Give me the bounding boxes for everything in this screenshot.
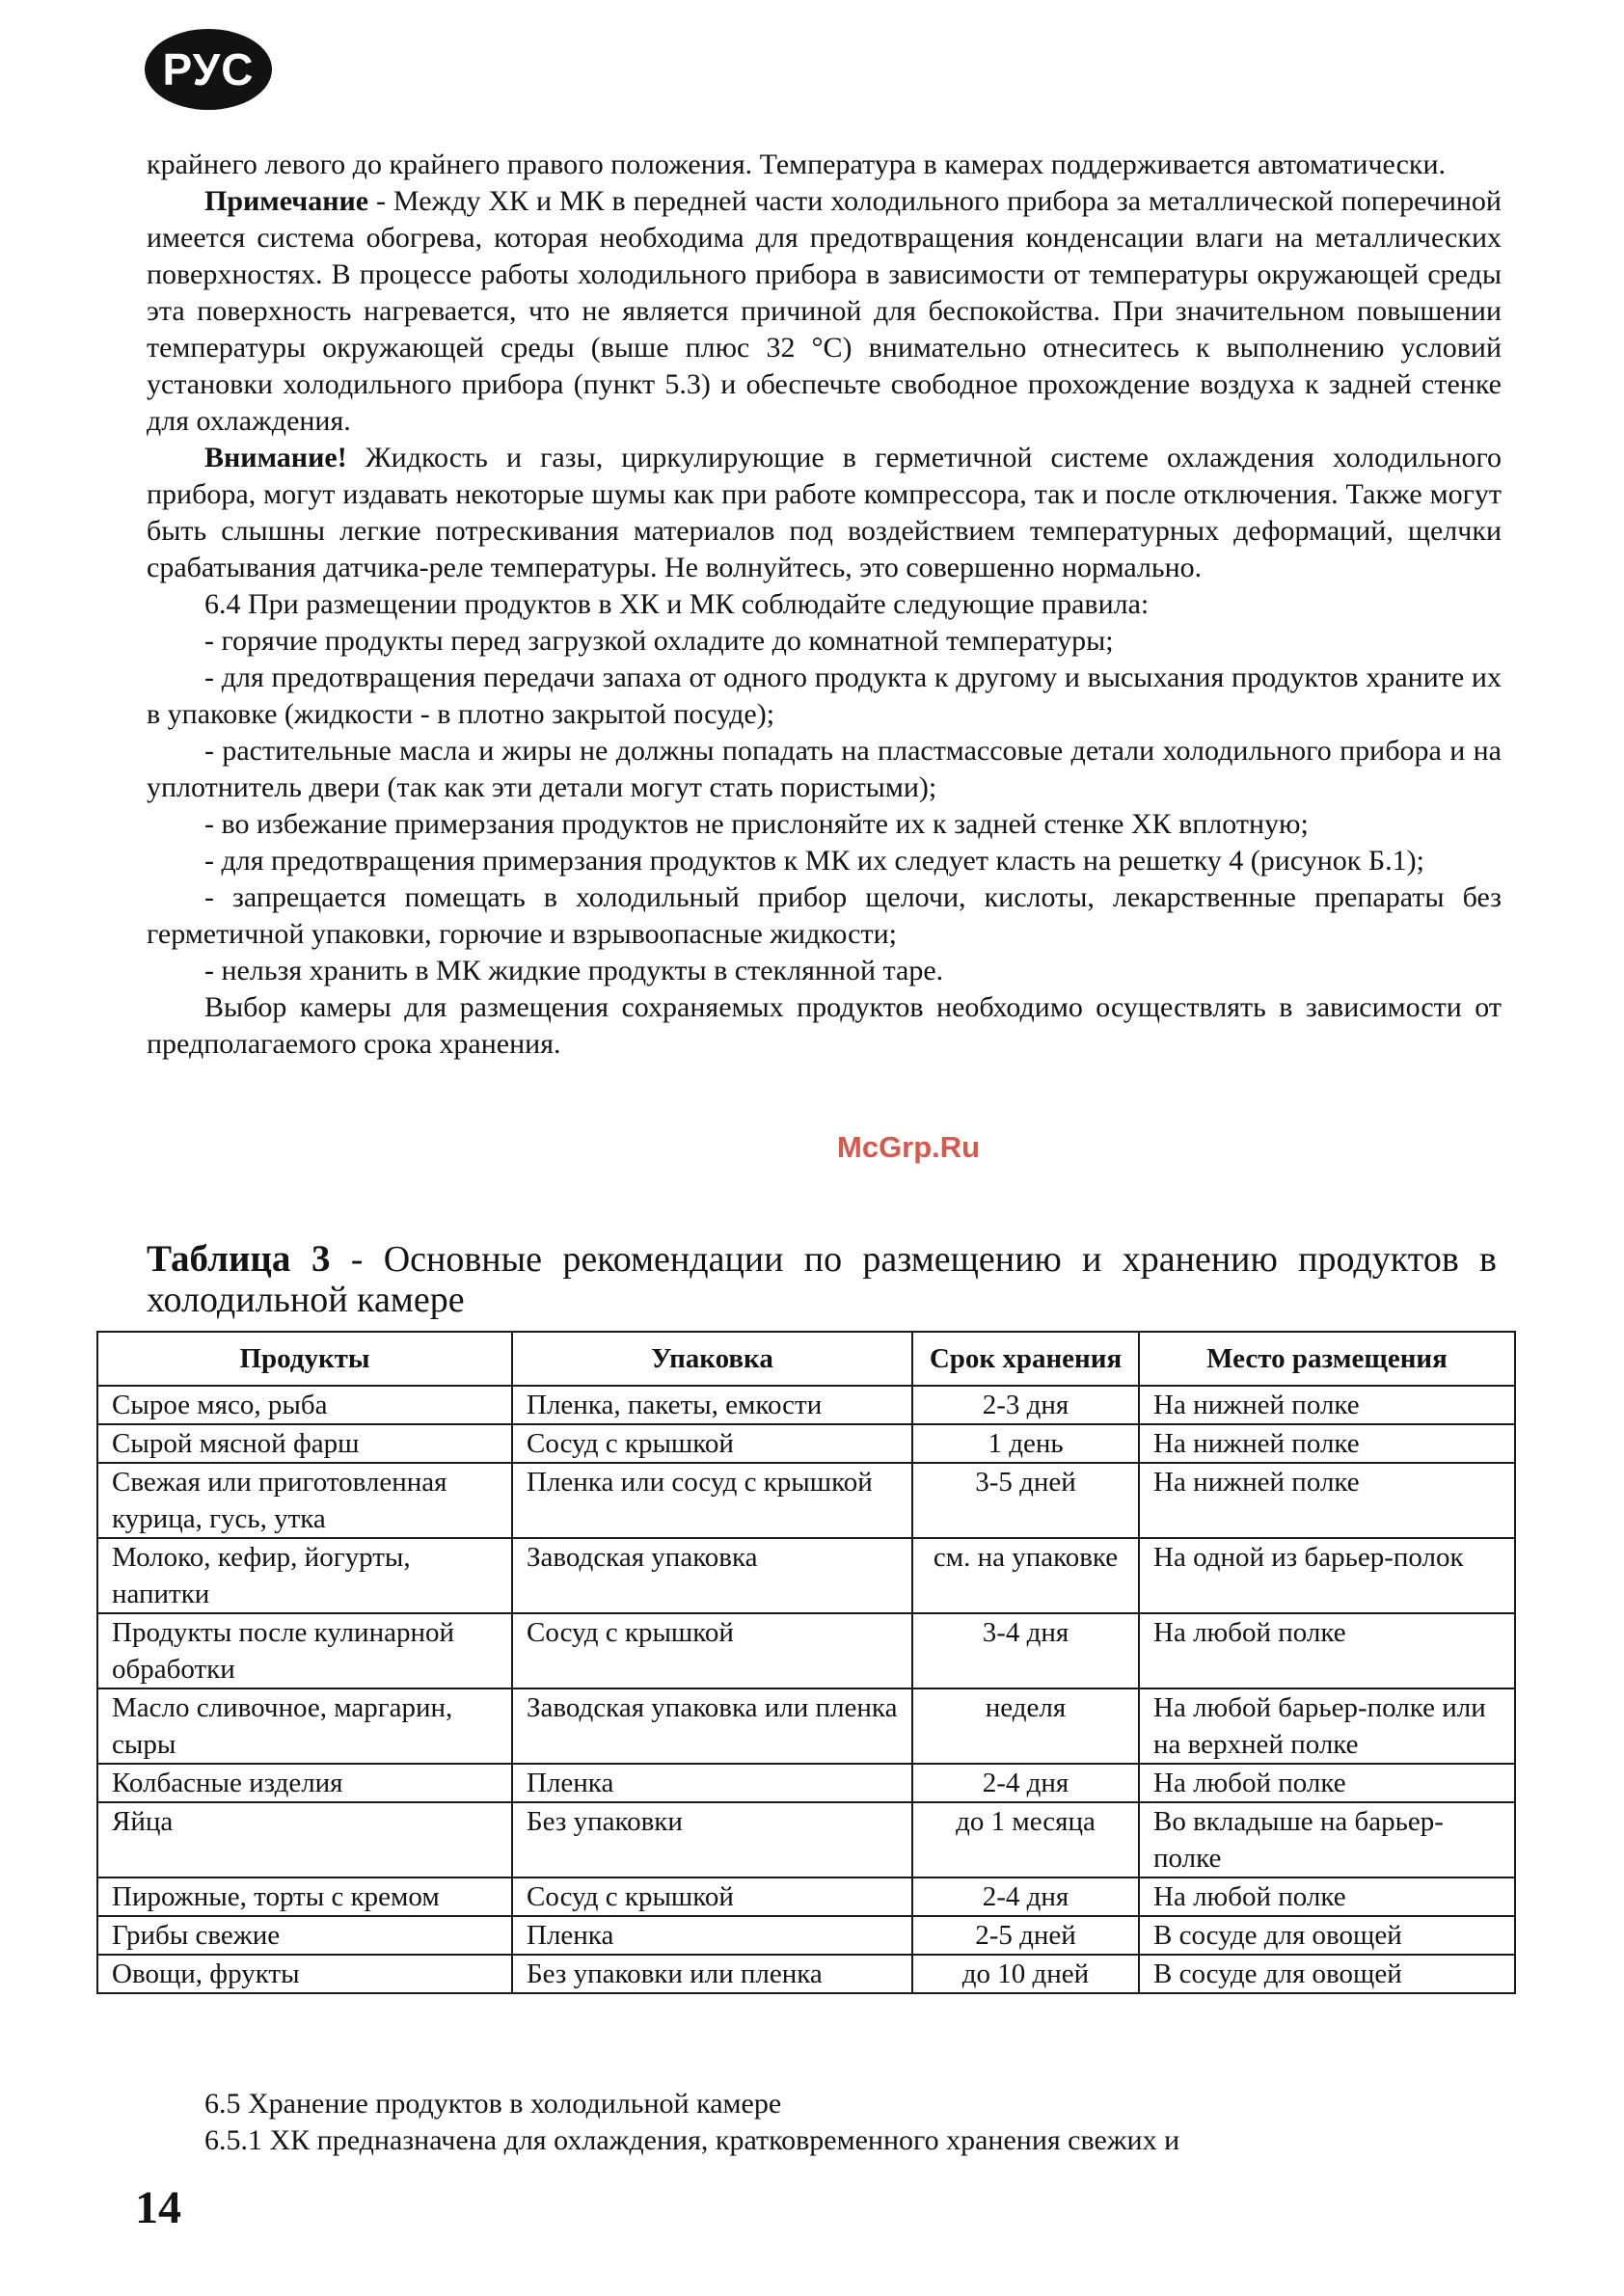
cell-packaging: Пленка, пакеты, емкости — [512, 1386, 912, 1424]
cell-product: Продукты после кулинарной обработки — [97, 1613, 512, 1688]
storage-recommendations-table — [96, 1331, 1516, 1994]
cell-placement: На любой барьер-полке или на верхней полке — [1139, 1688, 1515, 1764]
table-header-row — [97, 1332, 1515, 1386]
rule-item: - нельзя хранить в МК жидкие продукты в стеклянной таре. — [204, 955, 944, 986]
cell-term: до 1 месяца — [912, 1802, 1139, 1877]
cell-packaging: Сосуд с крышкой — [512, 1877, 912, 1916]
cell-packaging: Пленка — [512, 1916, 912, 1955]
cell-term: 2-5 дней — [912, 1916, 1139, 1955]
cell-product: Сырой мясной фарш — [97, 1424, 512, 1463]
cell-placement: На любой полке — [1139, 1764, 1515, 1802]
table-row — [97, 1463, 1515, 1538]
cell-placement: На нижней полке — [1139, 1386, 1515, 1424]
cell-product: Сырое мясо, рыба — [97, 1386, 512, 1424]
table-title — [147, 1239, 1497, 1320]
cell-product: Пирожные, торты с кремом — [97, 1877, 512, 1916]
cell-term: 2-4 дня — [912, 1764, 1139, 1802]
cell-placement: В сосуде для овощей — [1139, 1955, 1515, 1993]
cell-term: см. на упаковке — [912, 1538, 1139, 1613]
cell-placement: На любой полке — [1139, 1877, 1515, 1916]
cell-placement: Во вкладыше на барьер-полке — [1139, 1802, 1515, 1877]
cell-placement: На одной из барьер-полок — [1139, 1538, 1515, 1613]
cell-term: до 10 дней — [912, 1955, 1139, 1993]
cell-term: 3-4 дня — [912, 1613, 1139, 1688]
cell-product: Грибы свежие — [97, 1916, 512, 1955]
cell-product: Масло сливочное, маргарин, сыры — [97, 1688, 512, 1764]
table-row — [97, 1613, 1515, 1688]
cell-product: Овощи, фрукты — [97, 1955, 512, 1993]
section-6-4-heading: 6.4 При размещении продуктов в ХК и МК соблюдайте следующие правила: — [204, 588, 1150, 620]
note-text: - Между ХК и МК в передней части холодильного прибора за металлической поперечиной имеется система обогрева, которая необходима для предотвращения конденсации влаги на металлических поверхностях. В процессе работы холодильного прибора в зависимости от температуры окружающей среды эта поверхность нагревается, что не является причиной для беспокойства. При значительном повышении температуры окружающей среды (выше плюс 32 °С) внимательно отнеситесь к выполнению условий установки холодильного прибора (пункт 5.3) и обеспечьте свободное прохождение воздуха к задней стенке для охлаждения. — [147, 185, 1502, 437]
paragraph-continuation: крайнего левого до крайнего правого положения. Температура в камерах поддерживается автоматически. — [147, 149, 1447, 180]
column-header-placement: Место размещения — [1139, 1332, 1515, 1386]
note-label: Примечание — [204, 185, 369, 217]
page-number: 14 — [135, 2182, 181, 2233]
watermark: McGrp.Ru — [837, 1130, 981, 1164]
rule-item: - горячие продукты перед загрузкой охладите до комнатной температуры; — [204, 625, 1114, 657]
cell-packaging: Пленка или сосуд с крышкой — [512, 1463, 912, 1538]
bottom-text — [147, 2086, 1502, 2159]
table-row — [97, 1688, 1515, 1764]
body-text — [147, 147, 1502, 1063]
cell-packaging: Без упаковки или пленка — [512, 1955, 912, 1993]
rule-item: - во избежание примерзания продуктов не прислоняйте их к задней стенке ХК вплотную; — [204, 808, 1309, 840]
table-row — [97, 1916, 1515, 1955]
chamber-choice-paragraph: Выбор камеры для размещения сохраняемых продуктов необходимо осуществлять в зависимости от предполагаемого срока хранения. — [147, 991, 1502, 1060]
table-row — [97, 1538, 1515, 1613]
cell-packaging: Заводская упаковка — [512, 1538, 912, 1613]
language-badge: РУС — [145, 29, 272, 110]
cell-placement: На нижней полке — [1139, 1463, 1515, 1538]
table-row — [97, 1802, 1515, 1877]
rule-item: - растительные масла и жиры не должны попадать на пластмассовые детали холодильного прибора и на уплотнитель двери (так как эти детали могут стать пористыми); — [147, 735, 1502, 803]
cell-packaging: Без упаковки — [512, 1802, 912, 1877]
cell-product: Молоко, кефир, йогурты, напитки — [97, 1538, 512, 1613]
table-title-label: Таблица 3 — [147, 1238, 331, 1280]
rule-item: - запрещается помещать в холодильный прибор щелочи, кислоты, лекарственные препараты без герметичной упаковки, горючие и взрывоопасные жидкости; — [147, 881, 1502, 950]
cell-term: 2-3 дня — [912, 1386, 1139, 1424]
section-6-5-heading: 6.5 Хранение продуктов в холодильной камере — [204, 2088, 782, 2120]
table-row — [97, 1424, 1515, 1463]
cell-term: 3-5 дней — [912, 1463, 1139, 1538]
section-6-5-1-text: 6.5.1 ХК предназначена для охлаждения, кратковременного хранения свежих и — [204, 2124, 1180, 2156]
note-paragraph — [147, 183, 1502, 440]
column-header-term: Срок хранения — [912, 1332, 1139, 1386]
table-title-text: - Основные рекомендации по размещению и хранению продуктов в холодильной камере — [147, 1239, 1497, 1320]
warning-paragraph — [147, 440, 1502, 586]
table-row — [97, 1955, 1515, 1993]
table-row — [97, 1386, 1515, 1424]
cell-product: Свежая или приготовленная курица, гусь, утка — [97, 1463, 512, 1538]
table-row — [97, 1764, 1515, 1802]
cell-placement: На нижней полке — [1139, 1424, 1515, 1463]
cell-packaging: Заводская упаковка или пленка — [512, 1688, 912, 1764]
cell-term: 1 день — [912, 1424, 1139, 1463]
column-header-products: Продукты — [97, 1332, 512, 1386]
rule-item: - для предотвращения передачи запаха от одного продукта к другому и высыхания продуктов храните их в упаковке (жидкости - в плотно закрытой посуде); — [147, 662, 1502, 730]
cell-placement: На любой полке — [1139, 1613, 1515, 1688]
cell-packaging: Пленка — [512, 1764, 912, 1802]
cell-term: неделя — [912, 1688, 1139, 1764]
cell-placement: В сосуде для овощей — [1139, 1916, 1515, 1955]
warning-label: Внимание! — [204, 442, 347, 473]
rule-item: - для предотвращения примерзания продуктов к МК их следует класть на решетку 4 (рисунок Б.1); — [204, 845, 1424, 877]
cell-packaging: Сосуд с крышкой — [512, 1613, 912, 1688]
warning-text: Жидкость и газы, циркулирующие в герметичной системе охлаждения холодильного прибора, могут издавать некоторые шумы как при работе компрессора, так и после отключения. Также могут быть слышны легкие потрескивания материалов под воздействием температурных деформаций, щелчки срабатывания датчика-реле температуры. Не волнуйтесь, это совершенно нормально. — [147, 442, 1502, 583]
cell-term: 2-4 дня — [912, 1877, 1139, 1916]
cell-packaging: Сосуд с крышкой — [512, 1424, 912, 1463]
cell-product: Колбасные изделия — [97, 1764, 512, 1802]
column-header-packaging: Упаковка — [512, 1332, 912, 1386]
table-row — [97, 1877, 1515, 1916]
cell-product: Яйца — [97, 1802, 512, 1877]
